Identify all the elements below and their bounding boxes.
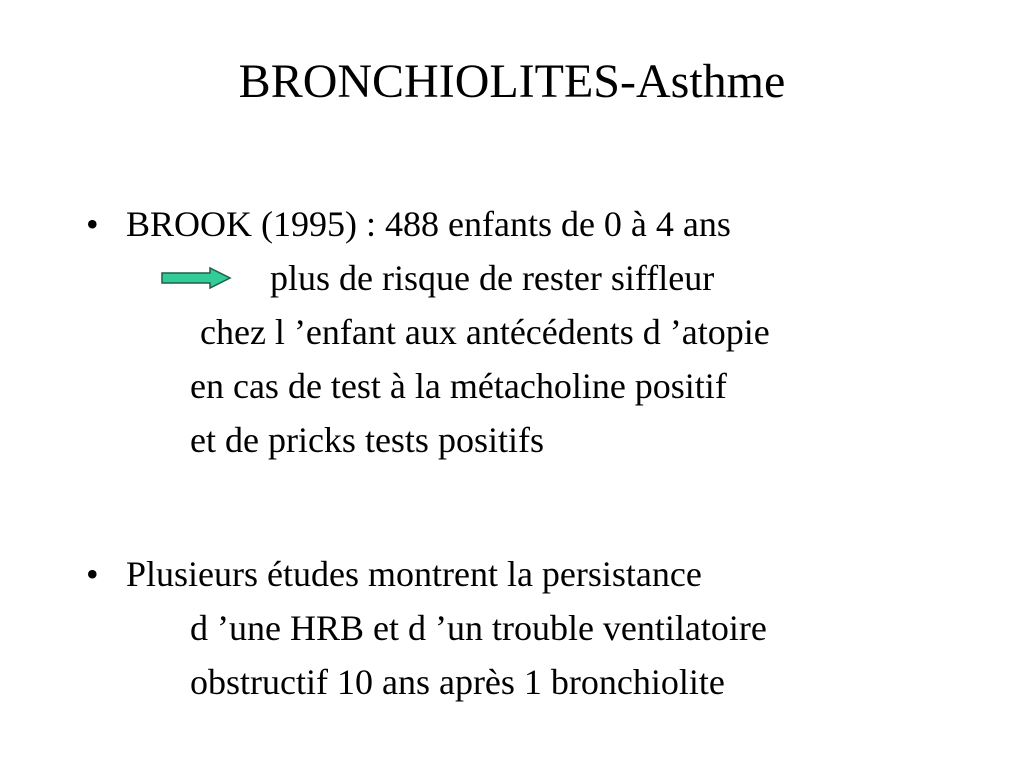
slide-title: BRONCHIOLITES-Asthme [238, 55, 786, 108]
bullet-2-marker: • [86, 554, 99, 594]
bullet-1-line-2: plus de risque de rester siffleur [270, 258, 715, 298]
right-arrow-icon [160, 266, 232, 290]
bullet-1-line-5: et de pricks tests positifs [190, 420, 544, 460]
bullet-2-line-3: obstructif 10 ans après 1 bronchiolite [190, 662, 725, 702]
bullet-2-line-2: d ’une HRB et d ’un trouble ventilatoire [190, 608, 767, 648]
bullet-1-marker: • [86, 204, 99, 244]
bullet-1-line-1: BROOK (1995) : 488 enfants de 0 à 4 ans [126, 204, 731, 244]
bullet-1-line-3: chez l ’enfant aux antécédents d ’atopie [200, 312, 770, 352]
bullet-2-line-1: Plusieurs études montrent la persistance [126, 554, 702, 594]
bullet-1-line-4: en cas de test à la métacholine positif [190, 366, 727, 406]
